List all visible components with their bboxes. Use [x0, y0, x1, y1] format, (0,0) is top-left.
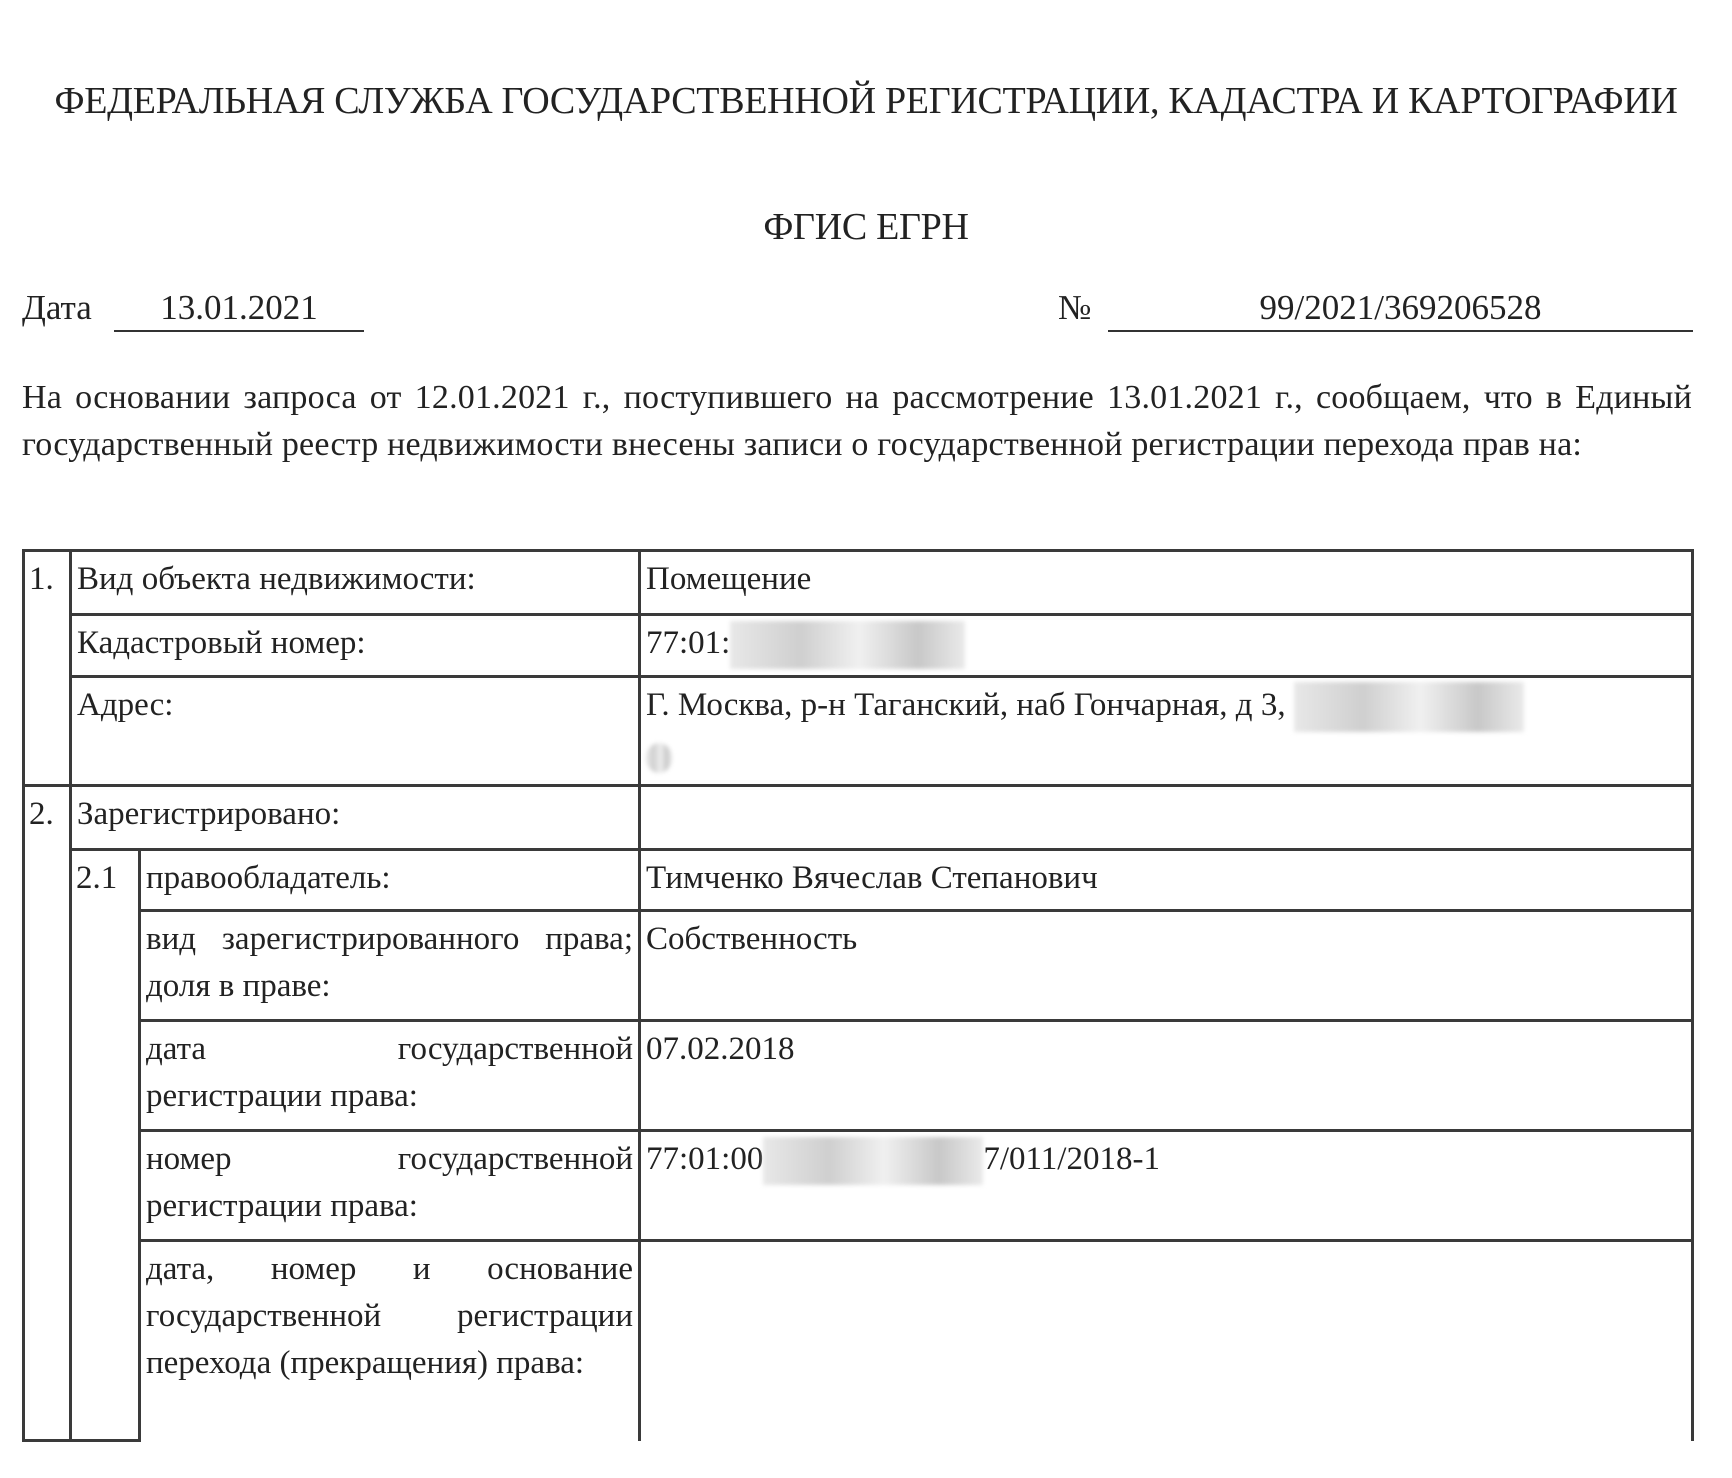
reg-number-suffix: 7/011/2018-1 [983, 1141, 1160, 1177]
table-row [24, 677, 1693, 786]
subsection-number: 2.1 [71, 850, 140, 1441]
transfer-value [640, 1241, 1693, 1441]
redacted-block [1294, 682, 1524, 732]
registered-label: Зарегистрировано: [71, 786, 640, 850]
reg-date-label: дата государственной регистрации права: [140, 1021, 640, 1131]
cadastral-label: Кадастровый номер: [71, 615, 640, 677]
address-label: Адрес: [71, 677, 640, 786]
table-row [24, 1241, 1693, 1441]
table-row [24, 786, 1693, 850]
address-value-visible: Г. Москва, р-н Таганский, наб Гончарная, д 3, [646, 687, 1286, 723]
address-value [640, 677, 1693, 786]
registered-value [640, 786, 1693, 850]
table-row [24, 1021, 1693, 1131]
right-type-label: вид зарегистрированного права; доля в праве: [140, 911, 640, 1021]
intro-paragraph: На основании запроса от 12.01.2021 г., поступившего на рассмотрение 13.01.2021 г., сообщаем, что в Единый государственный реестр недвижимости внесены записи о государственной регистрации перехода прав на: [22, 379, 1692, 463]
reg-number-value [640, 1131, 1693, 1241]
reg-date-value: 07.02.2018 [640, 1021, 1693, 1131]
transfer-label: дата, номер и основание государственной регистрации перехода (прекращения) права: [140, 1241, 640, 1441]
reg-number-label: номер государственной регистрации права: [140, 1131, 640, 1241]
table-row [24, 551, 1693, 615]
date-value: 13.01.2021 [114, 286, 364, 332]
number-label: № [1058, 288, 1092, 327]
system-title: ФГИС ЕГРН [763, 206, 969, 248]
table-row [24, 911, 1693, 1021]
table-row [24, 1131, 1693, 1241]
date-label: Дата [22, 288, 92, 327]
section-number: 1. [24, 551, 71, 786]
redacted-block [730, 621, 965, 669]
redacted-block [646, 743, 672, 773]
right-type-value: Собственность [640, 911, 1693, 1021]
holder-label: правообладатель: [140, 850, 640, 911]
cadastral-value-visible: 77:01: [646, 625, 731, 661]
section-number: 2. [24, 786, 71, 1441]
holder-value: Тимченко Вячеслав Степанович [640, 850, 1693, 911]
table-row [24, 615, 1693, 677]
object-type-value: Помещение [640, 551, 1693, 615]
reg-number-prefix: 77:01:00 [646, 1141, 764, 1177]
cadastral-value [640, 615, 1693, 677]
number-value: 99/2021/369206528 [1108, 286, 1693, 332]
agency-title: ФЕДЕРАЛЬНАЯ СЛУЖБА ГОСУДАРСТВЕННОЙ РЕГИСТРАЦИИ, КАДАСТРА И КАРТОГРАФИИ [54, 80, 1678, 122]
object-type-label: Вид объекта недвижимости: [71, 551, 640, 615]
table-row [24, 850, 1693, 911]
registry-table [22, 549, 1694, 1442]
redacted-block [763, 1137, 983, 1185]
